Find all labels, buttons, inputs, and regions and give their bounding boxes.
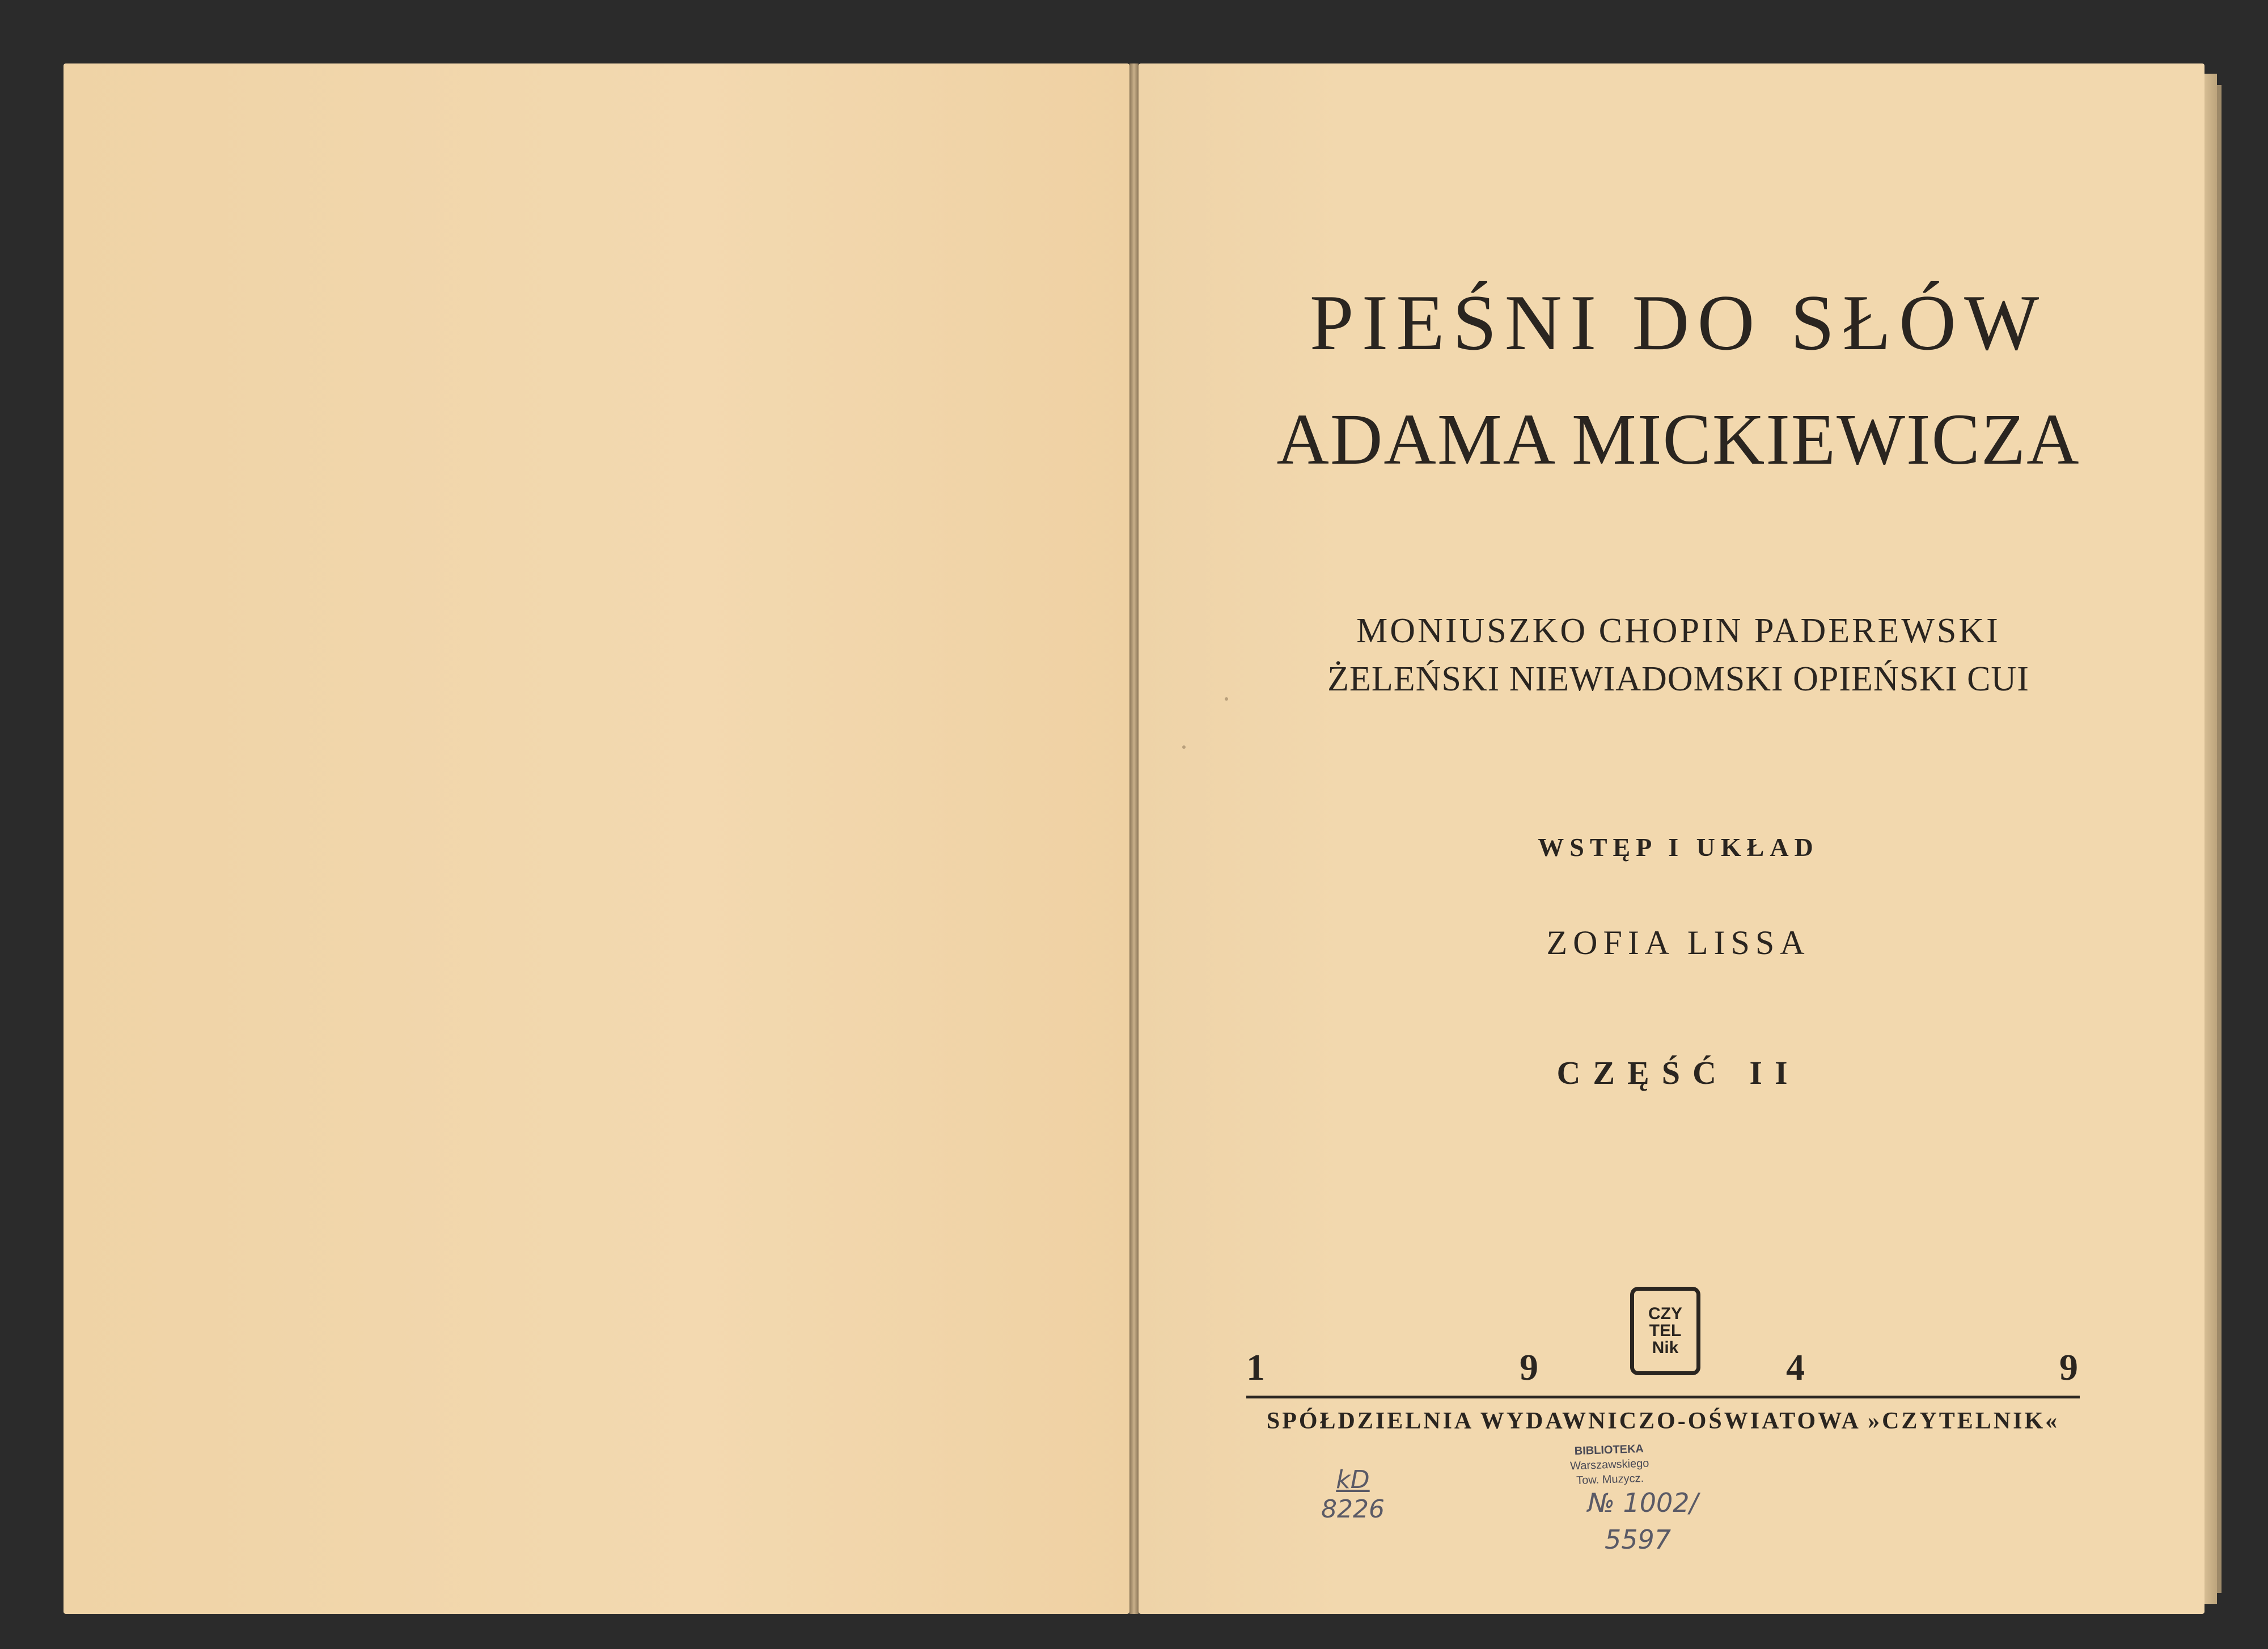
handwritten-code-top: kD — [1336, 1465, 1370, 1494]
year-digit: 1 — [1246, 1347, 1265, 1388]
logo-text-line: Nik — [1652, 1338, 1679, 1357]
cover-edge — [2217, 85, 2222, 1593]
publisher-name: SPÓŁDZIELNIA WYDAWNICZO-OŚWIATOWA »CZYTELNIK« — [1266, 1408, 2060, 1434]
left-blank-page — [64, 63, 1129, 1614]
page-edge — [2204, 74, 2217, 1604]
year-digit: 9 — [2059, 1347, 2078, 1388]
editor-name: ZOFIA LISSA — [1546, 924, 1810, 961]
czytelnik-logo — [1630, 1287, 1700, 1375]
handwritten-accession: № 1002/ — [1588, 1487, 1699, 1518]
title-line-2: ADAMA MICKIEWICZA — [1276, 399, 2080, 480]
handwritten-shelf-mark — [1321, 1465, 1385, 1524]
stamp-line: Tow. Muzycz. — [1576, 1472, 1644, 1487]
year-digit: 4 — [1786, 1347, 1805, 1388]
paper-speck — [1225, 697, 1228, 701]
stamp-line: Warszawskiego — [1569, 1457, 1649, 1473]
part-label: CZĘŚĆ II — [1556, 1054, 1800, 1091]
title-line-1: PIEŚNI DO SŁÓW — [1309, 279, 2047, 367]
logo-text-line: TEL — [1649, 1321, 1682, 1340]
stamp-line: BIBLIOTEKA — [1574, 1442, 1644, 1458]
handwritten-accession-2: 5597 — [1605, 1524, 1672, 1555]
handwritten-code-bottom: 8226 — [1321, 1495, 1385, 1524]
composers-line-1: MONIUSZKO CHOPIN PADEREWSKI — [1356, 612, 2000, 650]
composers-line-2: ŻELEŃSKI NIEWIADOMSKI OPIEŃSKI CUI — [1327, 660, 2029, 698]
intro-label: WSTĘP I UKŁAD — [1538, 833, 1819, 862]
year-digit: 9 — [1520, 1347, 1538, 1388]
paper-speck — [1182, 745, 1186, 749]
publisher-rule — [1246, 1396, 2080, 1398]
book-spine — [1129, 63, 1139, 1614]
logo-text-line: CZY — [1648, 1304, 1682, 1323]
